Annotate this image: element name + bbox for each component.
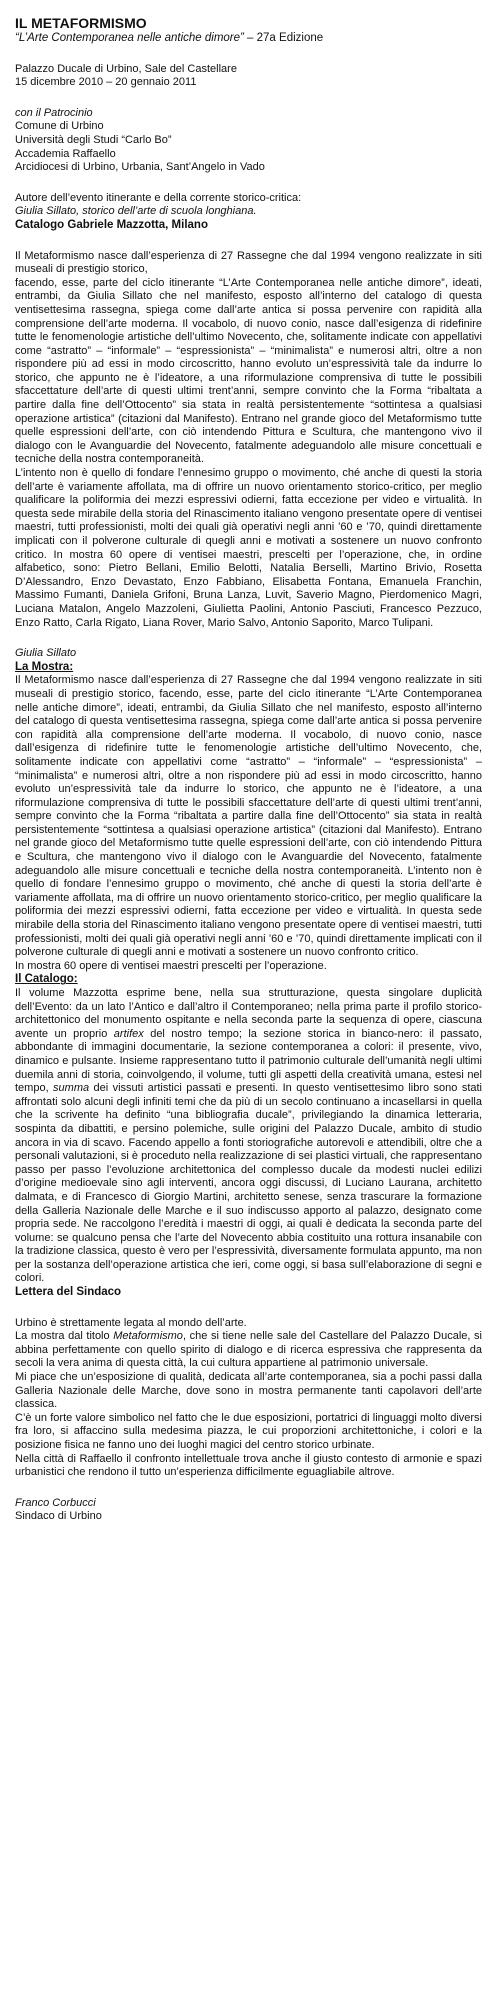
sindaco-signature-role: Sindaco di Urbino <box>15 1510 102 1523</box>
mostra-heading: La Mostra: <box>15 660 74 673</box>
catalogo-text-part: Il volume Mazzotta esprime bene, nella sua strutturazione, questa singolare duplicità dell’Evento: da un lato l’Antico e dall’altro il Contemporaneo; nella prima parte il profilo storico-architettonico del monumento ospitante e nella seconda parte la sequenza di opere, ciascuna avente un proprio <box>15 987 482 1040</box>
catalogo-text-part: del nostro tempo; la sezione storica in bianco-nero: il passato, abbondante di immagini documentarie, la sezione contemporanea a colori: il presente, vivo, dinamico e pulsante. Insieme rappresentano tutto il patrimonio culturale dell’umanità negli ultimi duemila anni di storia, coinvolgendo, il volume, tutti gli aspetti della creatività umana, estesi nel tempo, <box>15 1027 483 1095</box>
catalog-paragraph: facendo, esse, parte del ciclo itinerante “L’Arte Contemporanea nelle antiche dimore”, ideati, entrambi, da Giulia Sillato che nel manifesto, esposto all’interno del catalogo di questa ventisettesima rassegna, spiega come dall’arte antica si possa pervenire con rapidità alla comprensione dell’arte moderna. Il vocabolo, di nuovo conio, nasce dall’esigenza di ridefinire tutte le fenomenologie artistiche dell’ultimo Novecento, che, solitamente indicate con appellativi come “astratto” – “informale” – “espressionista” – “minimalista” e numerosi altri, oltre a non rispondere più ad essi in modo circoscritto, hanno evoluto un’espressività tale da indurre lo storico, che appunto ne è l’ideatore, a una riformulazione comprensiva di tutte le possibili sfaccettature dell’arte di questi ultimi trent’anni, sempre convinto che la Forma “ribaltata a partire dalla fine dell’Ottocento” sia stata in realtà persistentemente “sottintesa a qualsiasi operazione artistica” (citazioni dal Manifesto). Entrano nel grande gioco del Metaformismo tutte quelle espressioni dell’arte, con ciò intendendo Pittura e Scultura, che mantengono vivo il dialogo con le Avanguardie del Novecento, fatalmente adeguandolo alle misure concettuali e tecniche della nostra contemporaneità. <box>15 276 482 466</box>
catalogo-heading: Il Catalogo: <box>15 973 78 986</box>
sindaco-text-part: , che si tiene nelle sale del Castellare del Palazzo Ducale, si abbina perfettamente con quello spirito di dialogo e di ricerca espressiva che rappresenta da secoli la vera anima di questa città, la cui cultura appartiene al patrimonio universale. <box>15 1330 482 1370</box>
venue-dates: 15 dicembre 2010 – 20 gennaio 2011 <box>15 76 197 89</box>
sindaco-emphasis: Metaformismo <box>113 1330 183 1343</box>
catalog-signature: Giulia Sillato <box>15 647 77 660</box>
sindaco-paragraph: Urbino è strettamente legata al mondo dell’arte. <box>15 1316 247 1329</box>
mostra-body: Il Metaformismo nasce dall’esperienza di 27 Rassegne che dal 1994 vengono realizzate in siti museali di prestigio storico, facendo, esse, parte del ciclo itinerante “L’Arte Contemporanea nelle antiche dimore”, ideati, entrambi, da Giulia Sillato che nel manifesto, esposto all’interno del catalogo di questa ventisettesima rassegna, spiega come dall’arte antica si possa pervenire con rapidità alla comprensione dell’arte moderna. Il vocabolo, di nuovo conio, nasce dall’esigenza di ridefinire tutte le fenomenologie artistiche dell’ultimo Novecento, che, solitamente indicate con appellativi come “astratto” – “informale” – “espressionista” – “minimalista” e numerosi altri, oltre a non rispondere più ad essi in modo circoscritto, hanno evoluto un’espressività tale da indurre lo storico, che appunto ne è l’ideatore, a una riformulazione comprensiva di tutte le possibili sfaccettature dell’arte di questi ultimi trent’anni, sempre convinto che la Forma “ribaltata a partire dalla fine dell’Ottocento” sia stata in realtà persistentemente “sottintesa a qualsiasi operazione artistica” (citazioni dal Manifesto). Entrano nel grande gioco del Metaformismo tutte quelle espressioni dell’arte, con ciò intendendo Pittura e Scultura, che mantengono vivo il dialogo con le Avanguardie del Novecento, fatalmente adeguandolo alle misure concettuali e tecniche della nostra contemporaneità. L’intento non è quello di fondare l’ennesimo gruppo o movimento, ché anche di questi la storia dell’arte è variamente affollata, ma di offrire un nuovo orientamento storico-critico, per meglio qualificare la poliformia dei mezzi espressivi odierni, fatta eccezione per video e virtualità. In questa sede mirabile della storia del Rinascimento italiano vengono presentate opere di ventisei maestri, tutti professionisti, molti dei quali già operativi negli anni ’60 e ’70, quindi direttamente implicati con il polverone culturale di quegli anni e motivati a sostenere un nuovo confronto critico. <box>15 674 482 959</box>
catalogo-emphasis: artifex <box>113 1027 144 1040</box>
sindaco-heading: Lettera del Sindaco <box>15 1286 122 1299</box>
patronage-intro: con il Patrocinio <box>15 106 93 119</box>
mostra-closing: In mostra 60 opere di ventisei maestri prescelti per l’operazione. <box>15 959 327 972</box>
venue-place: Palazzo Ducale di Urbino, Sale del Castellare <box>15 62 237 75</box>
author-block <box>15 192 482 219</box>
subtitle-exhibition-name: “L’Arte Contemporanea nelle antiche dimore” <box>15 32 244 44</box>
catalog-text <box>15 250 482 631</box>
sindaco-paragraph: Nella città di Raffaello il confronto intellettuale trova anche il giusto contesto di armonie e spazi urbanistici che rendono il tutto un’esperienza difficilmente eguagliabile altrove. <box>15 1452 482 1479</box>
sindaco-paragraph <box>15 1330 482 1371</box>
subtitle <box>15 32 482 46</box>
patron-item: Accademia Raffaello <box>15 147 116 160</box>
sindaco-signature-block <box>15 1497 482 1524</box>
sindaco-paragraph: Mi piace che un’esposizione di qualità, dedicata all’arte contemporanea, sia a pochi passi dalla Galleria Nazionale delle Marche, dove sono in mostra permanente tanti capolavori dell’arte classica. <box>15 1371 482 1411</box>
sindaco-letter <box>15 1317 482 1480</box>
patronage-block <box>15 107 482 175</box>
catalogo-text-part: dei vissuti artistici passati e presenti. In questo ventisettesimo libro sono stati affrontati solo alcuni degli infiniti temi che da più di un secolo continuano a incasellarsi in quella che la scrivente ha definito “una bibliografia ducale”, privilegiando la dinamica letteraria, sospinta da dibattiti, e persino polemiche, sulle origini del Palazzo Ducale, ambito di studio ancora in via di scavo. Facendo appello a fonti storiografiche autorevoli e attendibili, oltre che a personali valutazioni, si è proceduto nella realizzazione di sei plastici virtuali, che rappresentano passo per passo l’evoluzione architettonica del complesso ducale da modesti nuclei edilizi d’origine medioevale sino agli interventi, ancora oggi discussi, di Luciano Laurana, architetto dalmata, e di Francesco di Giorgio Martini, architetto senese, senza trascurare la formazione della Galleria Nazionale delle Marche e il suo indiscusso apporto al palazzo, designato come propria sede. Ne raccolgono l’eredità i maestri di oggi, ai quali è dedicata la seconda parte del volume: se qualcuno pensa che l’arte del Novecento abbia costituito una rottura insanabile con la tradizione classica, questo è vero per l’espressività, diversamente formulata appunto, ma non per la sostanza dell’operazione artistica che ieri, come oggi, si basa sull’elaborazione di segni e colori. <box>15 1082 482 1285</box>
author-name: Giulia Sillato, storico dell’arte di scuola longhiana. <box>15 205 257 218</box>
sindaco-paragraph: C’è un forte valore simbolico nel fatto che le due esposizioni, portatrici di linguaggi molto diversi fra loro, si affaccino sulla medesima piazza, le cui proporzioni architettoniche, i colori e la posizione fisica ne fanno uno dei luoghi magici del centro storico urbinate. <box>15 1411 482 1451</box>
catalogo-emphasis: summa <box>53 1082 90 1095</box>
patron-item: Arcidiocesi di Urbino, Urbania, Sant’Angelo in Vado <box>15 161 265 174</box>
patron-item: Università degli Studi “Carlo Bo” <box>15 133 172 146</box>
catalog-publisher-heading: Catalogo Gabriele Mazzotta, Milano <box>15 218 208 231</box>
catalog-paragraph: L’intento non è quello di fondare l’ennesimo gruppo o movimento, ché anche di questi la storia dell’arte è variamente affollata, ma di offrire un nuovo orientamento storico-critico, per meglio qualificare la poliformia dei mezzi espressivi odierni, fatta eccezione per video e virtualità. In questa sede mirabile della storia del Rinascimento italiano vengono presentate opere di ventisei maestri, tutti professionisti, molti dei quali già operativi negli anni ’60 e ’70, quindi direttamente implicati con il polverone culturale di quegli anni e motivati a sostenere un nuovo confronto critico. In mostra 60 opere di ventisei maestri, prescelti per l’operazione, che, in ordine alfabetico, sono: Pietro Bellani, Emilio Belotti, Natalia Berselli, Martino Brivio, Rosetta D’Alessandro, Enzo Devastato, Enzo Fabbiano, Elisabetta Fontana, Emanuela Franchin, Massimo Fumanti, Daniela Grifoni, Bruna Lanza, Luvit, Saverio Magno, Pierdomenico Magri, Luciana Matalon, Angelo Mazzoleni, Giulietta Paolini, Antonio Pasciuti, Francesco Pezzuco, Enzo Ratto, Carla Rigato, Liana Rover, Mario Salvo, Antonio Saporito, Marco Tulipani. <box>15 467 482 629</box>
catalogo-body <box>15 987 482 1286</box>
document-title: IL METAFORMISMO <box>15 15 147 31</box>
subtitle-edition: – 27a Edizione <box>243 32 324 44</box>
catalog-paragraph: Il Metaformismo nasce dall’esperienza di 27 Rassegne che dal 1994 vengono realizzate in siti museali di prestigio storico, <box>15 249 482 276</box>
sindaco-text-part: La mostra dal titolo <box>15 1330 114 1343</box>
venue-block <box>15 63 482 90</box>
patron-item: Comune di Urbino <box>15 120 104 133</box>
sindaco-signature-name: Franco Corbucci <box>15 1496 96 1509</box>
author-line: Autore dell’evento itinerante e della corrente storico-critica: <box>15 191 302 204</box>
